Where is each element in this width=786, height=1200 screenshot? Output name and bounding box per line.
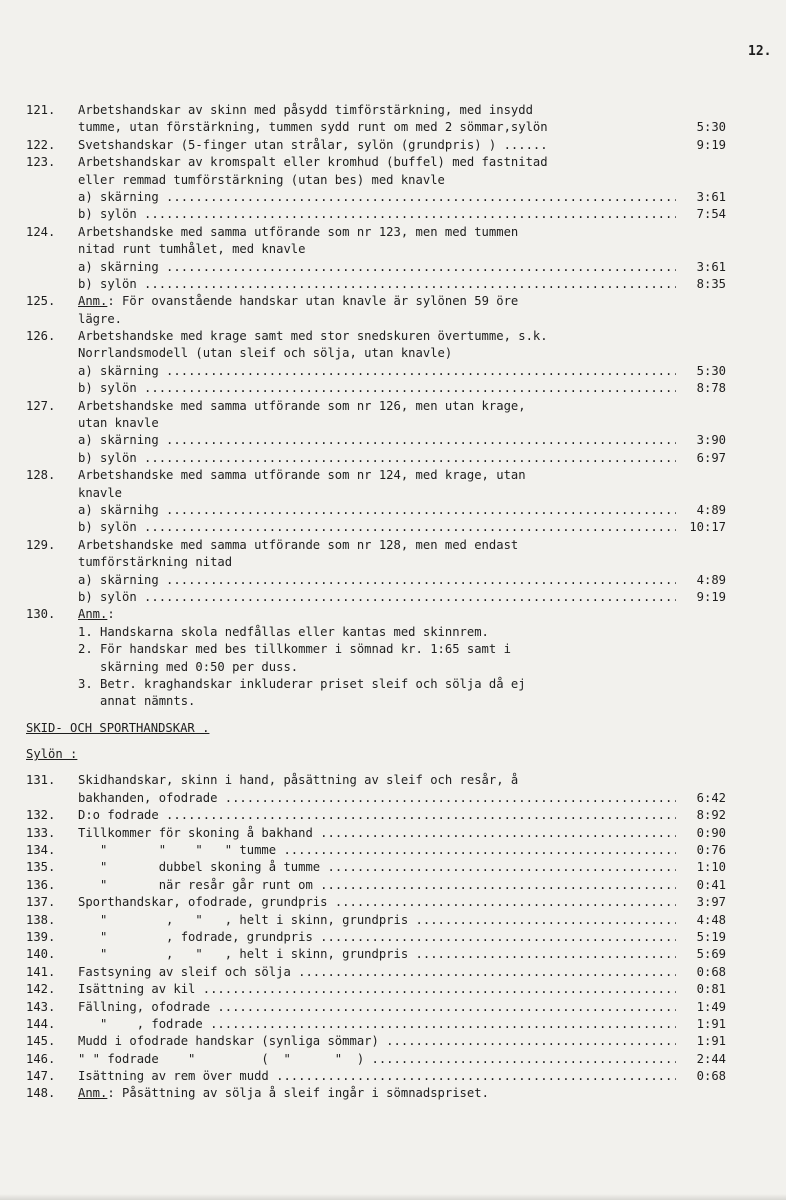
list-item	[26, 807, 726, 824]
list-item	[26, 964, 726, 981]
item-price: 0:81	[695, 981, 726, 998]
item-price: 4:89	[695, 572, 726, 589]
list-item	[26, 825, 726, 842]
item-description: " , fodrade .....	[78, 1016, 676, 1033]
list-item	[26, 606, 726, 623]
item-price: 3:61	[695, 259, 726, 276]
item-description: Isättning av kil .....	[78, 981, 676, 998]
list-item	[26, 929, 726, 946]
list-item	[26, 398, 726, 415]
item-description: Isättning av rem över mudd .....	[78, 1068, 676, 1085]
item-description: Arbetshandske med krage samt med stor snedskuren övertumme, s.k.	[78, 329, 548, 344]
section-heading	[26, 720, 726, 737]
list-item	[26, 172, 726, 189]
item-description: Arbetshandske med samma utförande som nr 124, med krage, utan	[78, 468, 526, 483]
item-description: annat nämnts.	[78, 694, 196, 709]
item-description: " , " , helt i skinn, grundpris .....	[78, 912, 676, 929]
item-description: " dubbel skoning å tumme .....	[78, 859, 676, 876]
item-description: a) skärning .....	[78, 189, 676, 206]
scan-edge	[0, 1194, 786, 1200]
item-number: 121.	[26, 103, 56, 117]
list-item	[26, 154, 726, 171]
list-item	[26, 877, 726, 894]
list-item	[26, 693, 726, 710]
list-item	[26, 842, 726, 859]
item-description: 1. Handskarna skola nedfållas eller kantas med skinnrem.	[78, 624, 489, 639]
ski-sport-gloves-list	[26, 772, 726, 1102]
item-description: b) sylön .....	[78, 589, 676, 606]
item-description: utan knavle	[78, 416, 159, 431]
list-item	[26, 641, 726, 658]
list-item	[26, 1033, 726, 1050]
list-item	[26, 224, 726, 241]
item-price: 0:68	[695, 1068, 726, 1085]
item-description: " , " , helt i skinn, grundpris .....	[78, 946, 676, 963]
item-price: 4:48	[695, 912, 726, 929]
list-item	[26, 432, 726, 449]
item-price: 1:91	[695, 1033, 726, 1050]
item-price: 8:92	[695, 807, 726, 824]
item-price: 6:97	[695, 450, 726, 467]
item-description: 3. Betr. kraghandskar inkluderar priset sleif och sölja då ej	[78, 676, 526, 691]
item-description: Anm.: Påsättning av sölja å sleif ingår i sömnadspriset.	[78, 1086, 489, 1101]
item-description: b) sylön .....	[78, 450, 676, 467]
item-description: Arbetshandske med samma utförande som nr 123, men med tummen	[78, 224, 519, 239]
item-description: Arbetshandske med samma utförande som nr 128, men med endast	[78, 537, 519, 552]
item-description: Mudd i ofodrade handskar (synliga sömmar) .....	[78, 1033, 676, 1050]
list-item	[26, 624, 726, 641]
item-description: Sporthandskar, ofodrade, grundpris .....	[78, 894, 676, 911]
list-item	[26, 328, 726, 345]
item-description: Anm.:	[78, 607, 115, 622]
item-number: 133.	[26, 825, 56, 840]
item-price: 3:61	[695, 189, 726, 206]
list-item	[26, 894, 726, 911]
item-number: 130.	[26, 607, 56, 622]
item-price: 1:91	[695, 1016, 726, 1033]
item-price: 3:90	[695, 432, 726, 449]
list-item	[26, 363, 726, 380]
item-description: nitad runt tumhålet, med knavle	[78, 242, 306, 257]
item-number: 147.	[26, 1069, 56, 1084]
list-item	[26, 502, 726, 519]
item-description: b) sylön .....	[78, 519, 676, 536]
item-description: D:o fodrade .....	[78, 807, 676, 824]
item-price: 1:10	[695, 859, 726, 876]
list-item	[26, 772, 726, 789]
item-description: Tillkommer för skoning å bakhand .....	[78, 825, 676, 842]
item-number: 139.	[26, 929, 56, 944]
item-number: 131.	[26, 773, 56, 788]
item-description: Arbetshandskar av skinn med påsydd timförstärkning, med insydd	[78, 103, 533, 117]
item-number: 148.	[26, 1086, 56, 1101]
item-number: 132.	[26, 808, 56, 823]
item-price: 7:54	[695, 206, 726, 223]
list-item	[26, 137, 726, 154]
item-price: 8:78	[695, 380, 726, 397]
list-item	[26, 572, 726, 589]
item-description: lägre.	[78, 311, 123, 326]
item-number: 127.	[26, 398, 56, 413]
item-number: 126.	[26, 329, 56, 344]
price-list-document	[26, 102, 726, 1103]
list-item	[26, 589, 726, 606]
list-item	[26, 119, 726, 136]
item-description: b) sylön .....	[78, 380, 676, 397]
item-description: b) sylön .....	[78, 276, 676, 293]
item-description: a) skärning .....	[78, 363, 676, 380]
item-description: Svetshandskar (5-finger utan strålar, sylön (grundpris) ) ......	[78, 137, 548, 152]
item-price: 10:17	[687, 519, 726, 536]
item-number: 140.	[26, 947, 56, 962]
item-price: 5:30	[695, 363, 726, 380]
item-description: eller remmad tumförstärkning (utan bes) med knavle	[78, 172, 445, 187]
item-description: bakhanden, ofodrade .....	[78, 790, 676, 807]
item-price: 9:19	[695, 589, 726, 606]
list-item	[26, 1085, 726, 1102]
item-description: Arbetshandske med samma utförande som nr 126, men utan krage,	[78, 398, 526, 413]
item-price: 3:97	[695, 894, 726, 911]
list-item	[26, 259, 726, 276]
item-price: 2:44	[695, 1051, 726, 1068]
item-description: " när resår går runt om .....	[78, 877, 676, 894]
item-price: 0:41	[695, 877, 726, 894]
item-price: 4:89	[695, 502, 726, 519]
item-price: 8:35	[695, 276, 726, 293]
item-price: 5:69	[695, 946, 726, 963]
item-price: 6:42	[695, 790, 726, 807]
item-description: a) skärning .....	[78, 572, 676, 589]
item-number: 129.	[26, 537, 56, 552]
list-item	[26, 276, 726, 293]
section-title: SKID- OCH SPORTHANDSKAR .	[26, 720, 210, 735]
item-number: 128.	[26, 468, 56, 483]
subsection-heading	[26, 746, 726, 763]
item-number: 122.	[26, 137, 56, 152]
list-item	[26, 537, 726, 554]
item-description: " " fodrade " ( " " ) .....	[78, 1051, 676, 1068]
list-item	[26, 241, 726, 258]
item-description: Arbetshandskar av kromspalt eller kromhud (buffel) med fastnitad	[78, 155, 548, 170]
item-description: " , fodrade, grundpris .....	[78, 929, 676, 946]
item-number: 143.	[26, 999, 56, 1014]
list-item	[26, 676, 726, 693]
list-item	[26, 1051, 726, 1068]
item-description: tumförstärkning nitad	[78, 555, 233, 570]
list-item	[26, 206, 726, 223]
item-number: 145.	[26, 1034, 56, 1049]
item-number: 146.	[26, 1051, 56, 1066]
list-item	[26, 1016, 726, 1033]
list-item	[26, 450, 726, 467]
item-description: skärning med 0:50 per duss.	[78, 659, 299, 674]
item-price: 0:68	[695, 964, 726, 981]
item-price: 0:90	[695, 825, 726, 842]
item-number: 135.	[26, 860, 56, 875]
item-number: 125.	[26, 294, 56, 309]
list-item	[26, 659, 726, 676]
item-description: Norrlandsmodell (utan sleif och sölja, utan knavle)	[78, 346, 453, 361]
item-description: a) skärning .....	[78, 259, 676, 276]
item-number: 144.	[26, 1016, 56, 1031]
item-description: a) skärnihg .....	[78, 502, 676, 519]
list-item	[26, 554, 726, 571]
item-number: 123.	[26, 155, 56, 170]
list-item	[26, 293, 726, 310]
list-item	[26, 189, 726, 206]
item-number: 141.	[26, 964, 56, 979]
list-item	[26, 380, 726, 397]
list-item	[26, 1068, 726, 1085]
item-number: 134.	[26, 843, 56, 858]
item-description: Anm.: För ovanstående handskar utan knavle är sylönen 59 öre	[78, 294, 519, 309]
item-price: 1:49	[695, 999, 726, 1016]
item-price: 5:30	[695, 119, 726, 136]
list-item	[26, 519, 726, 536]
item-number: 142.	[26, 982, 56, 997]
item-price: 0:76	[695, 842, 726, 859]
item-price: 5:19	[695, 929, 726, 946]
item-price: 9:19	[695, 137, 726, 154]
item-description: b) sylön .....	[78, 206, 676, 223]
item-number: 138.	[26, 912, 56, 927]
list-item	[26, 102, 726, 119]
page-number: 12.	[748, 44, 772, 59]
item-description: knavle	[78, 485, 123, 500]
list-item	[26, 485, 726, 502]
item-number: 136.	[26, 877, 56, 892]
list-item	[26, 790, 726, 807]
item-description: Fastsyning av sleif och sölja .....	[78, 964, 676, 981]
list-item	[26, 999, 726, 1016]
item-description: 2. För handskar med bes tillkommer i sömnad kr. 1:65 samt i	[78, 642, 511, 657]
list-item	[26, 859, 726, 876]
list-item	[26, 912, 726, 929]
list-item	[26, 467, 726, 484]
work-gloves-list	[26, 102, 726, 711]
list-item	[26, 415, 726, 432]
list-item	[26, 946, 726, 963]
item-description: a) skärning .....	[78, 432, 676, 449]
item-number: 124.	[26, 224, 56, 239]
item-description: " " " " tumme .....	[78, 842, 676, 859]
list-item	[26, 981, 726, 998]
item-description: Fällning, ofodrade .....	[78, 999, 676, 1016]
list-item	[26, 311, 726, 328]
item-description: Skidhandskar, skinn i hand, påsättning av sleif och resår, å	[78, 773, 519, 788]
item-number: 137.	[26, 895, 56, 910]
item-description: tumme, utan förstärkning, tummen sydd runt om med 2 sömmar,sylön	[78, 120, 548, 135]
subsection-title: Sylön :	[26, 747, 78, 762]
list-item	[26, 345, 726, 362]
